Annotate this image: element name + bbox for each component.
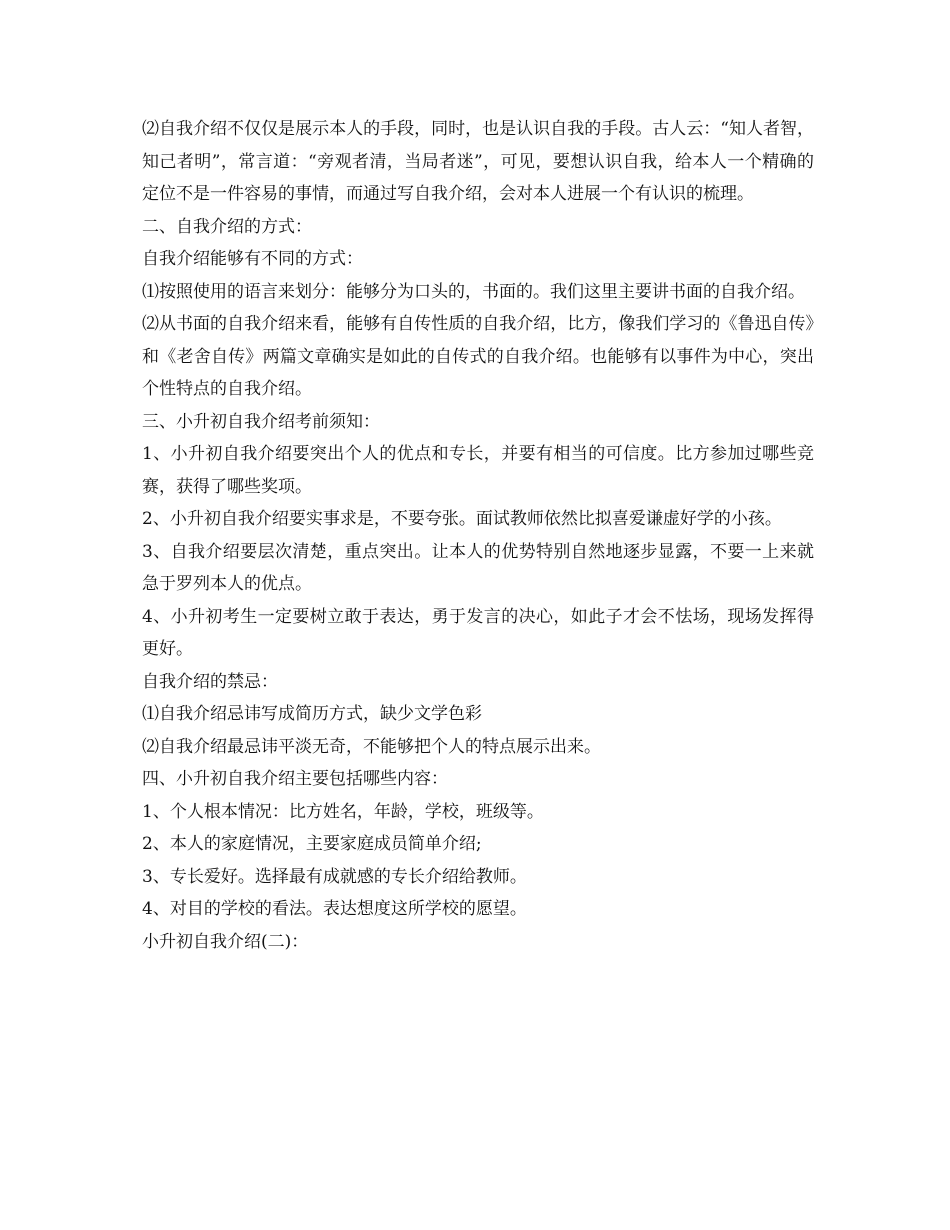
section-heading-2: 二、自我介绍的方式：	[142, 216, 312, 237]
next-section-title: 小升初自我介绍(二)：	[142, 931, 309, 952]
list-item-3: 3、自我介绍要层次清楚，重点突出。让本人的优势特别自然地逐步显露，不要一上来就急于罗列本人的优点。	[142, 541, 814, 594]
section-heading-4: 四、小升初自我介绍主要包括哪些内容：	[142, 769, 448, 789]
content-item-1: 1、个人根本情况：比方姓名，年龄，学校，班级等。	[142, 801, 544, 822]
list-item-4: 4、小升初考生一定要树立敢于表达，勇于发言的决心，如此子才会不怯场，现场发挥得更好。	[142, 606, 814, 659]
list-item-2: 2、小升初自我介绍要实事求是，不要夸张。面试教师依然比拟喜爱谦虚好学的小孩。	[142, 509, 782, 529]
taboo-item-1: ⑴自我介绍忌讳写成简历方式，缺少文学色彩	[142, 704, 482, 724]
content-item-4: 4、对目的学校的看法。表达想度这所学校的愿望。	[142, 899, 527, 919]
section-heading-3: 三、小升初自我介绍考前须知：	[142, 411, 380, 432]
content-item-3: 3、专长爱好。选择最有成就感的专长介绍给教师。	[142, 866, 527, 887]
subheading-taboos: 自我介绍的禁忌：	[142, 671, 278, 692]
taboo-item-2: ⑵自我介绍最忌讳平淡无奇，不能够把个人的特点展示出来。	[142, 736, 601, 757]
list-item-1: 1、小升初自我介绍要突出个人的优点和专长，并要有相当的可信度。比方参加过哪些竞赛，获得了哪些奖项。	[142, 444, 814, 497]
paragraph-4: ⑴按照使用的语言来划分：能够分为口头的，书面的。我们这里主要讲书面的自我介绍。	[142, 281, 805, 302]
content-item-2: 2、本人的家庭情况，主要家庭成员简单介绍;	[142, 834, 482, 854]
paragraph-5: ⑵从书面的自我介绍来看，能够有自传性质的自我介绍，比方，像我们学习的《鲁迅自传》和《老舍自传》两篇文章确实是如此的自传式的自我介绍。也能够有以事件为中心，突出个性特点的自我介绍。	[142, 314, 814, 399]
paragraph-3: 自我介绍能够有不同的方式：	[142, 249, 363, 269]
document-body	[142, 113, 814, 958]
paragraph-1: ⑵自我介绍不仅仅是展示本人的手段，同时，也是认识自我的手段。古人云：“知人者智，知己者明”，常言道：“旁观者清，当局者迷”，可见，要想认识自我，给本人一个精确的定位不是一件容易的事情，而通过写自我介绍，会对本人进展一个有认识的梳理。	[142, 119, 814, 204]
